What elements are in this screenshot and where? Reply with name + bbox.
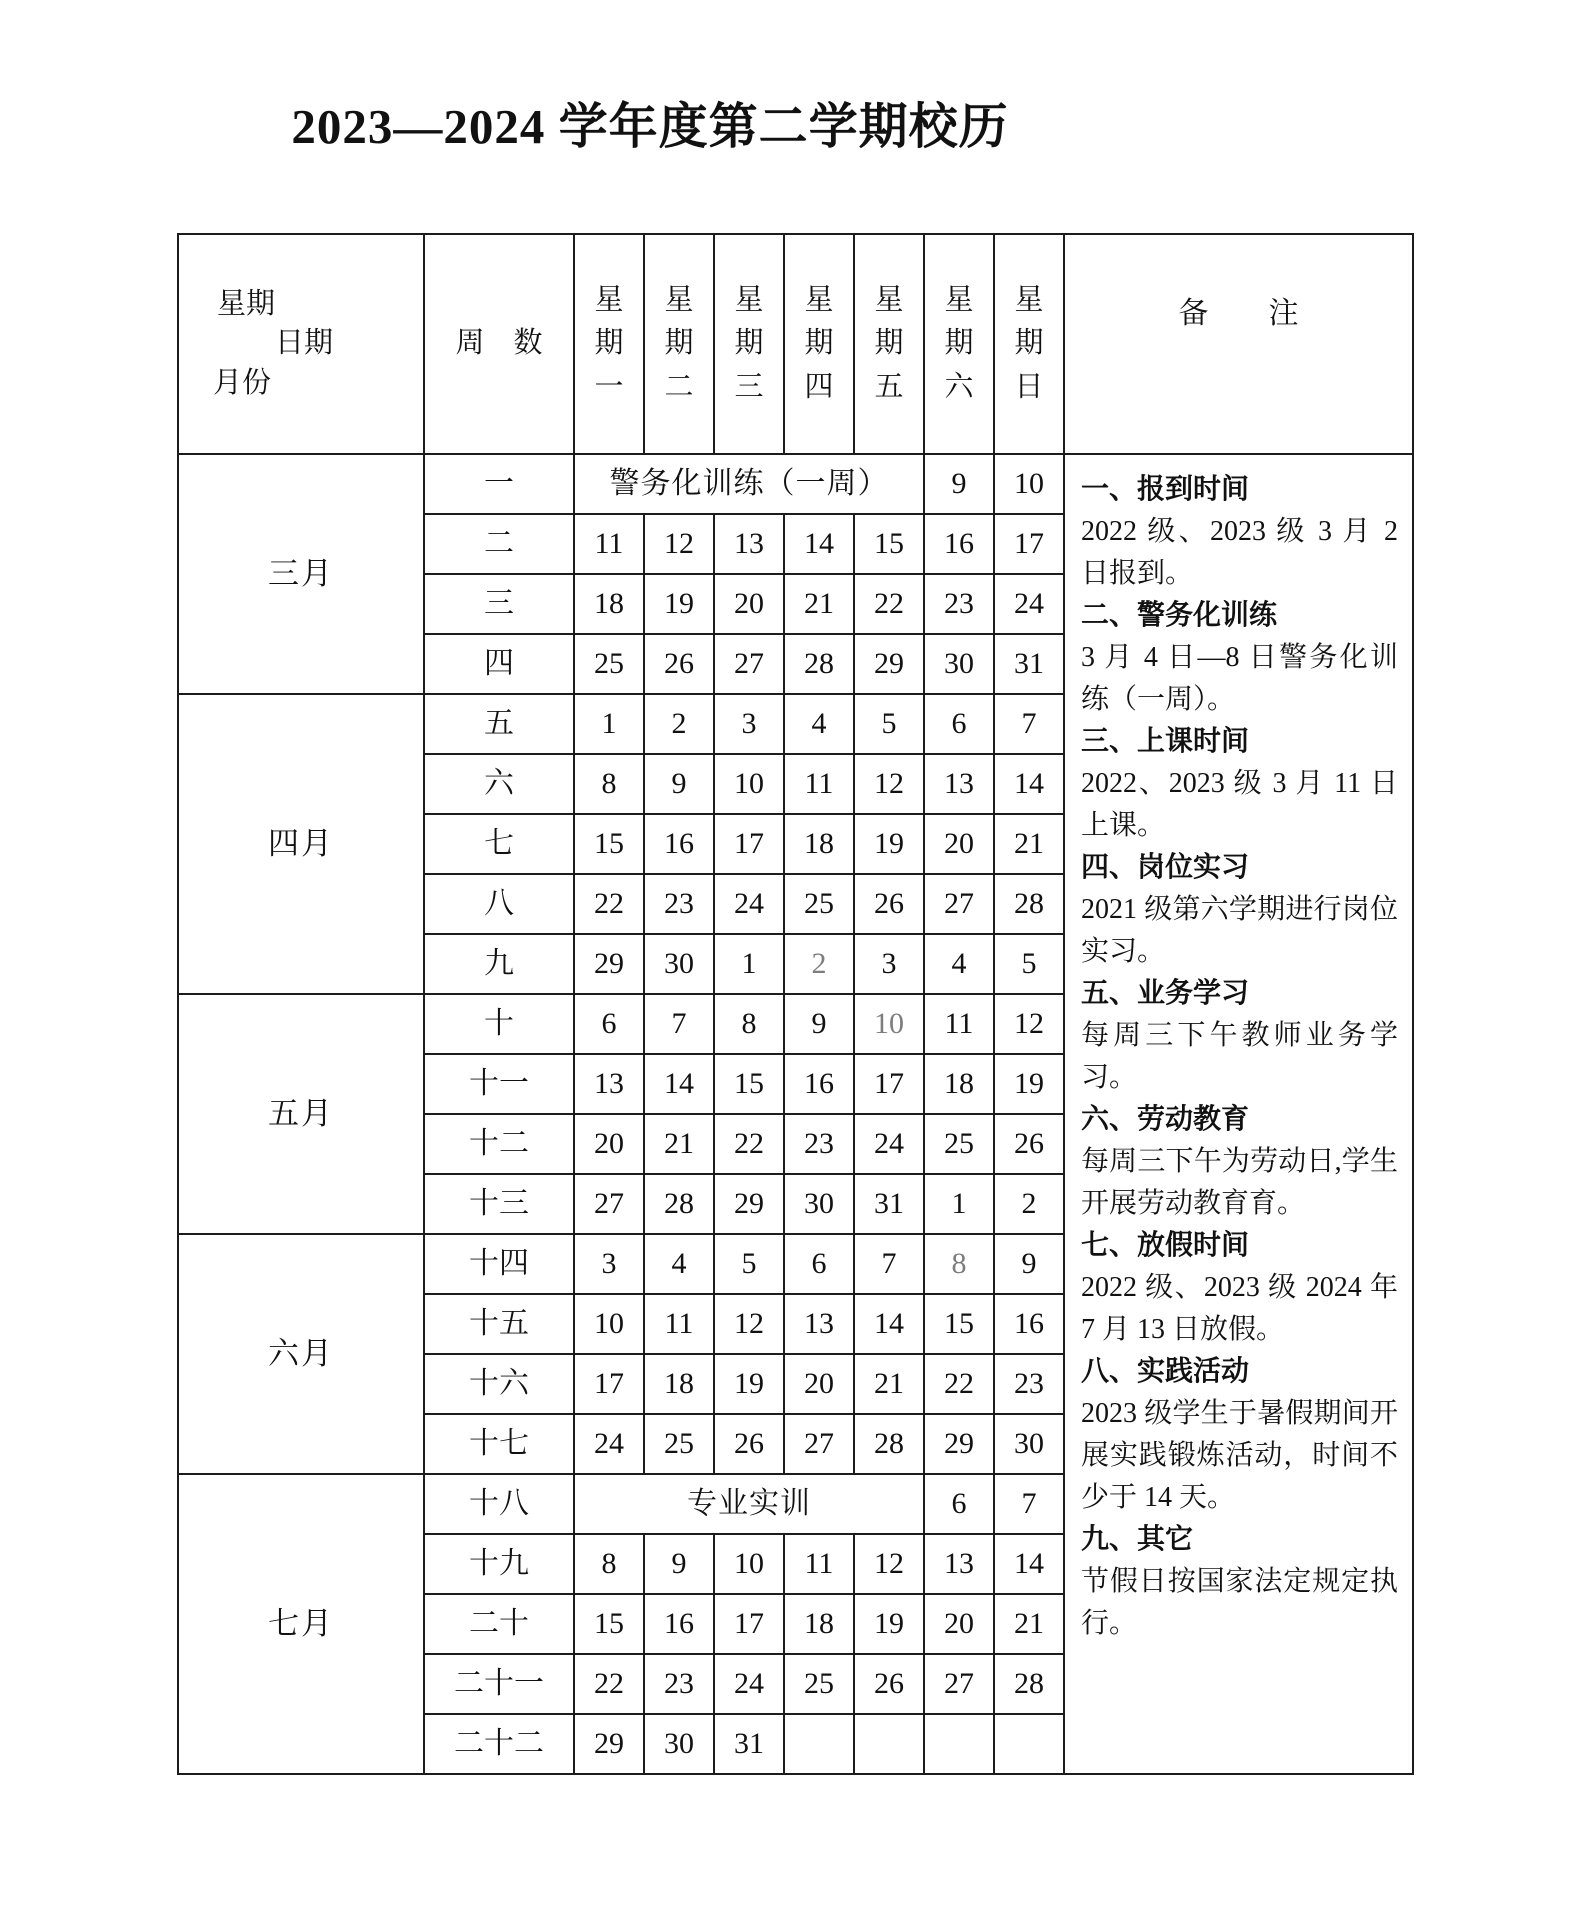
- week-number-cell: 十一: [424, 1054, 574, 1114]
- day-cell: 6: [924, 694, 994, 754]
- remarks-heading: 三、上课时间: [1081, 726, 1250, 757]
- day-cell: 18: [784, 814, 854, 874]
- day-cell: 2: [994, 1174, 1064, 1234]
- day-cell: 4: [924, 934, 994, 994]
- remarks-text: 2021 级第六学期进行岗位实习。: [1081, 894, 1398, 967]
- day-cell: 13: [924, 754, 994, 814]
- day-cell: 11: [574, 514, 644, 574]
- day-cell: 24: [714, 1654, 784, 1714]
- day-cell: 7: [644, 994, 714, 1054]
- day-cell: 6: [574, 994, 644, 1054]
- month-cell: 四月: [178, 694, 424, 994]
- day-cell: 29: [854, 634, 924, 694]
- week-number-cell: 二: [424, 514, 574, 574]
- day-cell: 12: [994, 994, 1064, 1054]
- corner-date-label: 日期: [275, 327, 334, 360]
- day-cell: 12: [854, 1534, 924, 1594]
- day-cell: 30: [644, 1714, 714, 1774]
- day-cell: 9: [924, 454, 994, 514]
- remarks-heading: 五、业务学习: [1081, 978, 1250, 1009]
- day-cell: 17: [714, 1594, 784, 1654]
- remarks-heading: 一、报到时间: [1081, 474, 1250, 505]
- day-cell: 12: [854, 754, 924, 814]
- day-cell: 21: [994, 814, 1064, 874]
- week-number-cell: 十八: [424, 1474, 574, 1534]
- corner-month-label: 月份: [213, 366, 272, 399]
- day-cell: 22: [574, 1654, 644, 1714]
- day-cell: [994, 1714, 1064, 1774]
- week-row: [178, 454, 1413, 514]
- day-cell: 9: [994, 1234, 1064, 1294]
- day-cell: 26: [644, 634, 714, 694]
- week-number-cell: 二十: [424, 1594, 574, 1654]
- week-number-cell: 三: [424, 574, 574, 634]
- day-cell: 17: [714, 814, 784, 874]
- calendar-header: [178, 234, 1413, 454]
- week-number-cell: 七: [424, 814, 574, 874]
- remarks-heading: 八、实践活动: [1081, 1356, 1250, 1387]
- day-cell: 8: [574, 754, 644, 814]
- day-cell: 14: [994, 1534, 1064, 1594]
- day-cell: 23: [924, 574, 994, 634]
- week-number-cell: 十七: [424, 1414, 574, 1474]
- day-cell: 28: [644, 1174, 714, 1234]
- day-cell: 23: [784, 1114, 854, 1174]
- remarks-heading: 六、劳动教育: [1081, 1104, 1250, 1135]
- remarks-heading: 四、岗位实习: [1081, 852, 1250, 883]
- month-cell: 三月: [178, 454, 424, 694]
- day-cell: 20: [714, 574, 784, 634]
- day-cell: 25: [924, 1114, 994, 1174]
- day-cell: 27: [924, 874, 994, 934]
- day-cell: 11: [784, 1534, 854, 1594]
- day-cell: 29: [714, 1174, 784, 1234]
- day-cell: 6: [924, 1474, 994, 1534]
- day-cell: 21: [854, 1354, 924, 1414]
- week-number-cell: 五: [424, 694, 574, 754]
- week-number-cell: 十: [424, 994, 574, 1054]
- day-cell: 19: [644, 574, 714, 634]
- day-cell: 27: [714, 634, 784, 694]
- week-number-cell: 二十二: [424, 1714, 574, 1774]
- remarks-text: 3 月 4 日—8 日警务化训练（一周）。: [1081, 642, 1398, 715]
- day-of-week-header: 星 期 二: [644, 234, 714, 454]
- day-cell: 30: [644, 934, 714, 994]
- day-cell: 10: [714, 1534, 784, 1594]
- day-cell: 27: [574, 1174, 644, 1234]
- day-cell: 10: [574, 1294, 644, 1354]
- day-cell: 5: [994, 934, 1064, 994]
- day-of-week-header: 星 期 四: [784, 234, 854, 454]
- day-of-week-header: 星 期 一: [574, 234, 644, 454]
- day-of-week-header: 星 期 五: [854, 234, 924, 454]
- day-cell: 25: [784, 1654, 854, 1714]
- day-cell: 2: [644, 694, 714, 754]
- day-cell: 30: [994, 1414, 1064, 1474]
- day-cell: 21: [644, 1114, 714, 1174]
- day-cell: 31: [994, 634, 1064, 694]
- day-cell: 26: [714, 1414, 784, 1474]
- day-cell: [784, 1714, 854, 1774]
- day-cell: 19: [994, 1054, 1064, 1114]
- day-cell: 7: [994, 1474, 1064, 1534]
- day-of-week-header: 星 期 三: [714, 234, 784, 454]
- day-of-week-header: 星 期 日: [994, 234, 1064, 454]
- day-cell: 8: [714, 994, 784, 1054]
- day-cell: 13: [924, 1534, 994, 1594]
- week-number-cell: 二十一: [424, 1654, 574, 1714]
- day-cell: 22: [574, 874, 644, 934]
- day-cell: 15: [574, 814, 644, 874]
- day-cell: 15: [574, 1594, 644, 1654]
- day-cell: 8: [574, 1534, 644, 1594]
- day-cell: 13: [714, 514, 784, 574]
- day-cell: 29: [924, 1414, 994, 1474]
- day-cell: 20: [924, 814, 994, 874]
- day-cell: 31: [714, 1714, 784, 1774]
- day-cell: 20: [574, 1114, 644, 1174]
- day-cell: 23: [644, 874, 714, 934]
- remarks-text: 每周三下午教师业务学习。: [1081, 1020, 1398, 1093]
- day-cell: 20: [784, 1354, 854, 1414]
- day-cell: 19: [854, 1594, 924, 1654]
- day-cell: 7: [854, 1234, 924, 1294]
- week-number-cell: 六: [424, 754, 574, 814]
- corner-weekday-label: 星期: [217, 288, 276, 321]
- calendar-table: [177, 233, 1414, 1775]
- day-cell: 3: [854, 934, 924, 994]
- day-cell: 29: [574, 934, 644, 994]
- day-cell: 17: [854, 1054, 924, 1114]
- week-number-cell: 十九: [424, 1534, 574, 1594]
- day-cell: 15: [854, 514, 924, 574]
- day-cell: 24: [574, 1414, 644, 1474]
- day-cell: 16: [644, 1594, 714, 1654]
- day-cell: 15: [924, 1294, 994, 1354]
- day-cell: 1: [924, 1174, 994, 1234]
- day-cell: 28: [784, 634, 854, 694]
- day-cell: 18: [574, 574, 644, 634]
- remarks-text: 2022、2023 级 3 月 11 日上课。: [1081, 768, 1398, 841]
- day-cell: 13: [574, 1054, 644, 1114]
- day-cell: 10: [854, 994, 924, 1054]
- day-cell: 28: [994, 874, 1064, 934]
- day-cell: 14: [854, 1294, 924, 1354]
- day-cell: 4: [784, 694, 854, 754]
- day-cell: 19: [854, 814, 924, 874]
- day-cell: 26: [854, 1654, 924, 1714]
- day-cell: 7: [994, 694, 1064, 754]
- day-cell: 26: [854, 874, 924, 934]
- week-number-cell: 十三: [424, 1174, 574, 1234]
- day-cell: 13: [784, 1294, 854, 1354]
- week-number-cell: 十六: [424, 1354, 574, 1414]
- week-number-cell: 四: [424, 634, 574, 694]
- day-cell: 16: [994, 1294, 1064, 1354]
- day-cell: 21: [784, 574, 854, 634]
- month-cell: 五月: [178, 994, 424, 1234]
- activity-span-cell: 警务化训练（一周）: [574, 454, 924, 514]
- day-cell: 14: [784, 514, 854, 574]
- day-cell: 24: [854, 1114, 924, 1174]
- day-cell: 16: [784, 1054, 854, 1114]
- day-cell: 16: [644, 814, 714, 874]
- day-cell: 3: [574, 1234, 644, 1294]
- day-cell: 30: [784, 1174, 854, 1234]
- remarks-text: 2022 级、2023 级 2024 年 7 月 13 日放假。: [1081, 1272, 1398, 1345]
- day-cell: 1: [714, 934, 784, 994]
- day-cell: 17: [574, 1354, 644, 1414]
- page-title: 2023—2024 学年度第二学期校历: [291, 99, 1009, 154]
- remarks-text: 2023 级学生于暑假期间开展实践锻炼活动，时间不少于 14 天。: [1081, 1398, 1398, 1513]
- remarks-text: 每周三下午为劳动日,学生开展劳动教育育。: [1081, 1146, 1398, 1219]
- remarks-heading: 九、其它: [1081, 1524, 1194, 1555]
- week-number-cell: 一: [424, 454, 574, 514]
- day-cell: 3: [714, 694, 784, 754]
- day-cell: 18: [784, 1594, 854, 1654]
- day-cell: 14: [644, 1054, 714, 1114]
- month-cell: 六月: [178, 1234, 424, 1474]
- day-cell: 25: [574, 634, 644, 694]
- corner-header: [178, 234, 424, 454]
- day-cell: 22: [854, 574, 924, 634]
- remarks-text: 2022 级、2023 级 3 月 2 日报到。: [1081, 516, 1398, 589]
- day-cell: 14: [994, 754, 1064, 814]
- day-cell: 9: [784, 994, 854, 1054]
- day-cell: 21: [994, 1594, 1064, 1654]
- day-cell: [924, 1714, 994, 1774]
- activity-span-cell: 专业实训: [574, 1474, 924, 1534]
- day-cell: 30: [924, 634, 994, 694]
- remarks-text: 节假日按国家法定规定执行。: [1081, 1566, 1398, 1639]
- day-cell: 12: [644, 514, 714, 574]
- day-cell: 22: [924, 1354, 994, 1414]
- day-cell: 28: [854, 1414, 924, 1474]
- day-cell: 15: [714, 1054, 784, 1114]
- day-cell: 20: [924, 1594, 994, 1654]
- day-cell: 2: [784, 934, 854, 994]
- day-cell: 8: [924, 1234, 994, 1294]
- day-cell: 24: [994, 574, 1064, 634]
- week-number-cell: 十四: [424, 1234, 574, 1294]
- week-number-cell: 十二: [424, 1114, 574, 1174]
- day-cell: 17: [994, 514, 1064, 574]
- day-cell: 23: [994, 1354, 1064, 1414]
- day-cell: 31: [854, 1174, 924, 1234]
- day-cell: 27: [924, 1654, 994, 1714]
- day-cell: 24: [714, 874, 784, 934]
- day-cell: 29: [574, 1714, 644, 1774]
- remarks-heading: 二、警务化训练: [1081, 600, 1278, 631]
- week-number-cell: 八: [424, 874, 574, 934]
- remarks-heading: 七、放假时间: [1081, 1230, 1250, 1261]
- day-cell: 9: [644, 754, 714, 814]
- day-cell: 11: [924, 994, 994, 1054]
- day-cell: 12: [714, 1294, 784, 1354]
- day-cell: 5: [854, 694, 924, 754]
- day-cell: 1: [574, 694, 644, 754]
- day-cell: 10: [994, 454, 1064, 514]
- calendar-body: [178, 454, 1413, 1774]
- day-cell: 28: [994, 1654, 1064, 1714]
- day-cell: 18: [924, 1054, 994, 1114]
- day-cell: 27: [784, 1414, 854, 1474]
- day-cell: 11: [784, 754, 854, 814]
- day-cell: 11: [644, 1294, 714, 1354]
- day-cell: [854, 1714, 924, 1774]
- day-cell: 10: [714, 754, 784, 814]
- day-cell: 25: [644, 1414, 714, 1474]
- week-number-header: 周 数: [424, 234, 574, 454]
- day-cell: 25: [784, 874, 854, 934]
- day-cell: 18: [644, 1354, 714, 1414]
- day-cell: 4: [644, 1234, 714, 1294]
- remarks-cell: [1064, 454, 1413, 1774]
- day-cell: 9: [644, 1534, 714, 1594]
- day-cell: 22: [714, 1114, 784, 1174]
- day-cell: 6: [784, 1234, 854, 1294]
- week-number-cell: 九: [424, 934, 574, 994]
- day-cell: 19: [714, 1354, 784, 1414]
- week-number-cell: 十五: [424, 1294, 574, 1354]
- month-cell: 七月: [178, 1474, 424, 1774]
- day-of-week-header: 星 期 六: [924, 234, 994, 454]
- day-cell: 5: [714, 1234, 784, 1294]
- day-cell: 23: [644, 1654, 714, 1714]
- day-cell: 16: [924, 514, 994, 574]
- remarks-header: 备 注: [1064, 234, 1413, 454]
- day-cell: 26: [994, 1114, 1064, 1174]
